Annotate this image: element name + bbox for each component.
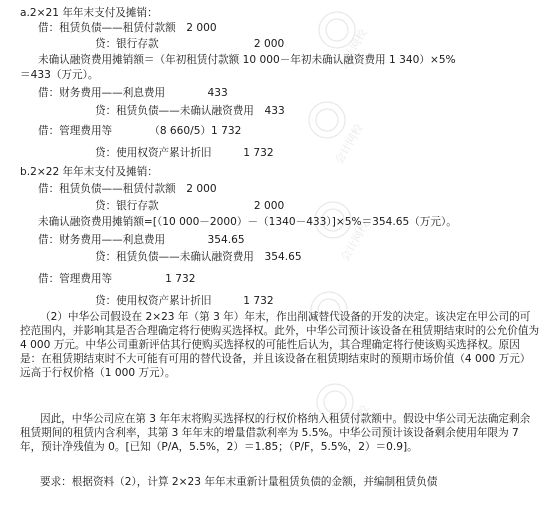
calc-line: 未确认融资费用摊销额＝（年初租赁付款额 10 000－年初未确认融资费用 1 340）×5%: [38, 54, 456, 66]
watermark-text: 会计网校: [336, 26, 370, 72]
journal-credit: 贷：银行存款 2 000: [95, 38, 285, 50]
watermark-text: 会计网校: [332, 121, 366, 167]
journal-debit: 借：管理费用等 1 732: [38, 273, 196, 285]
journal-credit: 贷：银行存款 2 000: [95, 200, 285, 212]
watermark-text: 会计网校: [338, 402, 372, 448]
calc-result: ＝433（万元）。: [20, 69, 99, 81]
calc-line: 未确认融资费用摊销额=[（10 000－2000）－（1340－433）]×5%＝354.65（万元）。: [38, 216, 457, 228]
paragraph-purchase-option: 因此，中华公司应在第 3 年年末将购买选择权的行权价格纳入租赁付款额中。假设中华公司无法确定剩余租赁期间的租赁内含利率，其第 3 年年末的增量借款利率为 5.5%。中华公司预计该设备剩余使用年限为 7 年，预计净残值为 0。[已知（P/A，5.5%，2）＝1.85；（P/F，5.5%，2）＝0.9]。: [20, 413, 531, 453]
watermark-text: 会计网校: [334, 308, 368, 354]
watermark-text: 会计网校: [338, 218, 372, 264]
journal-credit: 贷：租赁负债——未确认融资费用 433: [95, 105, 285, 117]
paragraph-requirement: 要求：根据资料（2），计算 2×23 年年末重新计量租赁负债的金额，并编制租赁负债: [40, 476, 438, 488]
journal-credit: 贷：使用权资产累计折旧 1 732: [95, 295, 274, 307]
section-b-heading: b.2×22 年年末支付及摊销：: [20, 166, 158, 178]
paragraph-case-2: （2）中华公司假设在 2×23 年（第 3 年）年末，作出削减替代设备的开发的决定。该决定在甲公司的可控范围内，并影响其是否合理确定将行使购买选择权。此外，中华公司预计该设备在租赁期结束时的公允价值为 4 000 万元。中华公司重新评估其行使购买选择权的可能性后认为，其合理确定将行使该购买选择权。原因是：在租赁期结束时不大可能有可用的替代设备，并且该设备在租赁期结束时的预期市场价值（4 000 万元）远高于行权价格（1 000 万元）。: [20, 311, 540, 379]
journal-debit: 借：租赁负债——租赁付款额 2 000: [38, 22, 217, 34]
journal-debit: 借：租赁负债——租赁付款额 2 000: [38, 183, 217, 195]
journal-debit: 借：财务费用——利息费用 433: [38, 87, 228, 99]
journal-credit: 贷：租赁负债——未确认融资费用 354.65: [95, 251, 302, 263]
journal-debit: 借：财务费用——利息费用 354.65: [38, 234, 245, 246]
journal-debit: 借：管理费用等 （8 660/5）1 732: [38, 125, 242, 137]
section-a-heading: a.2×21 年年末支付及摊销：: [20, 7, 158, 19]
journal-credit: 贷：使用权资产累计折旧 1 732: [95, 147, 274, 159]
